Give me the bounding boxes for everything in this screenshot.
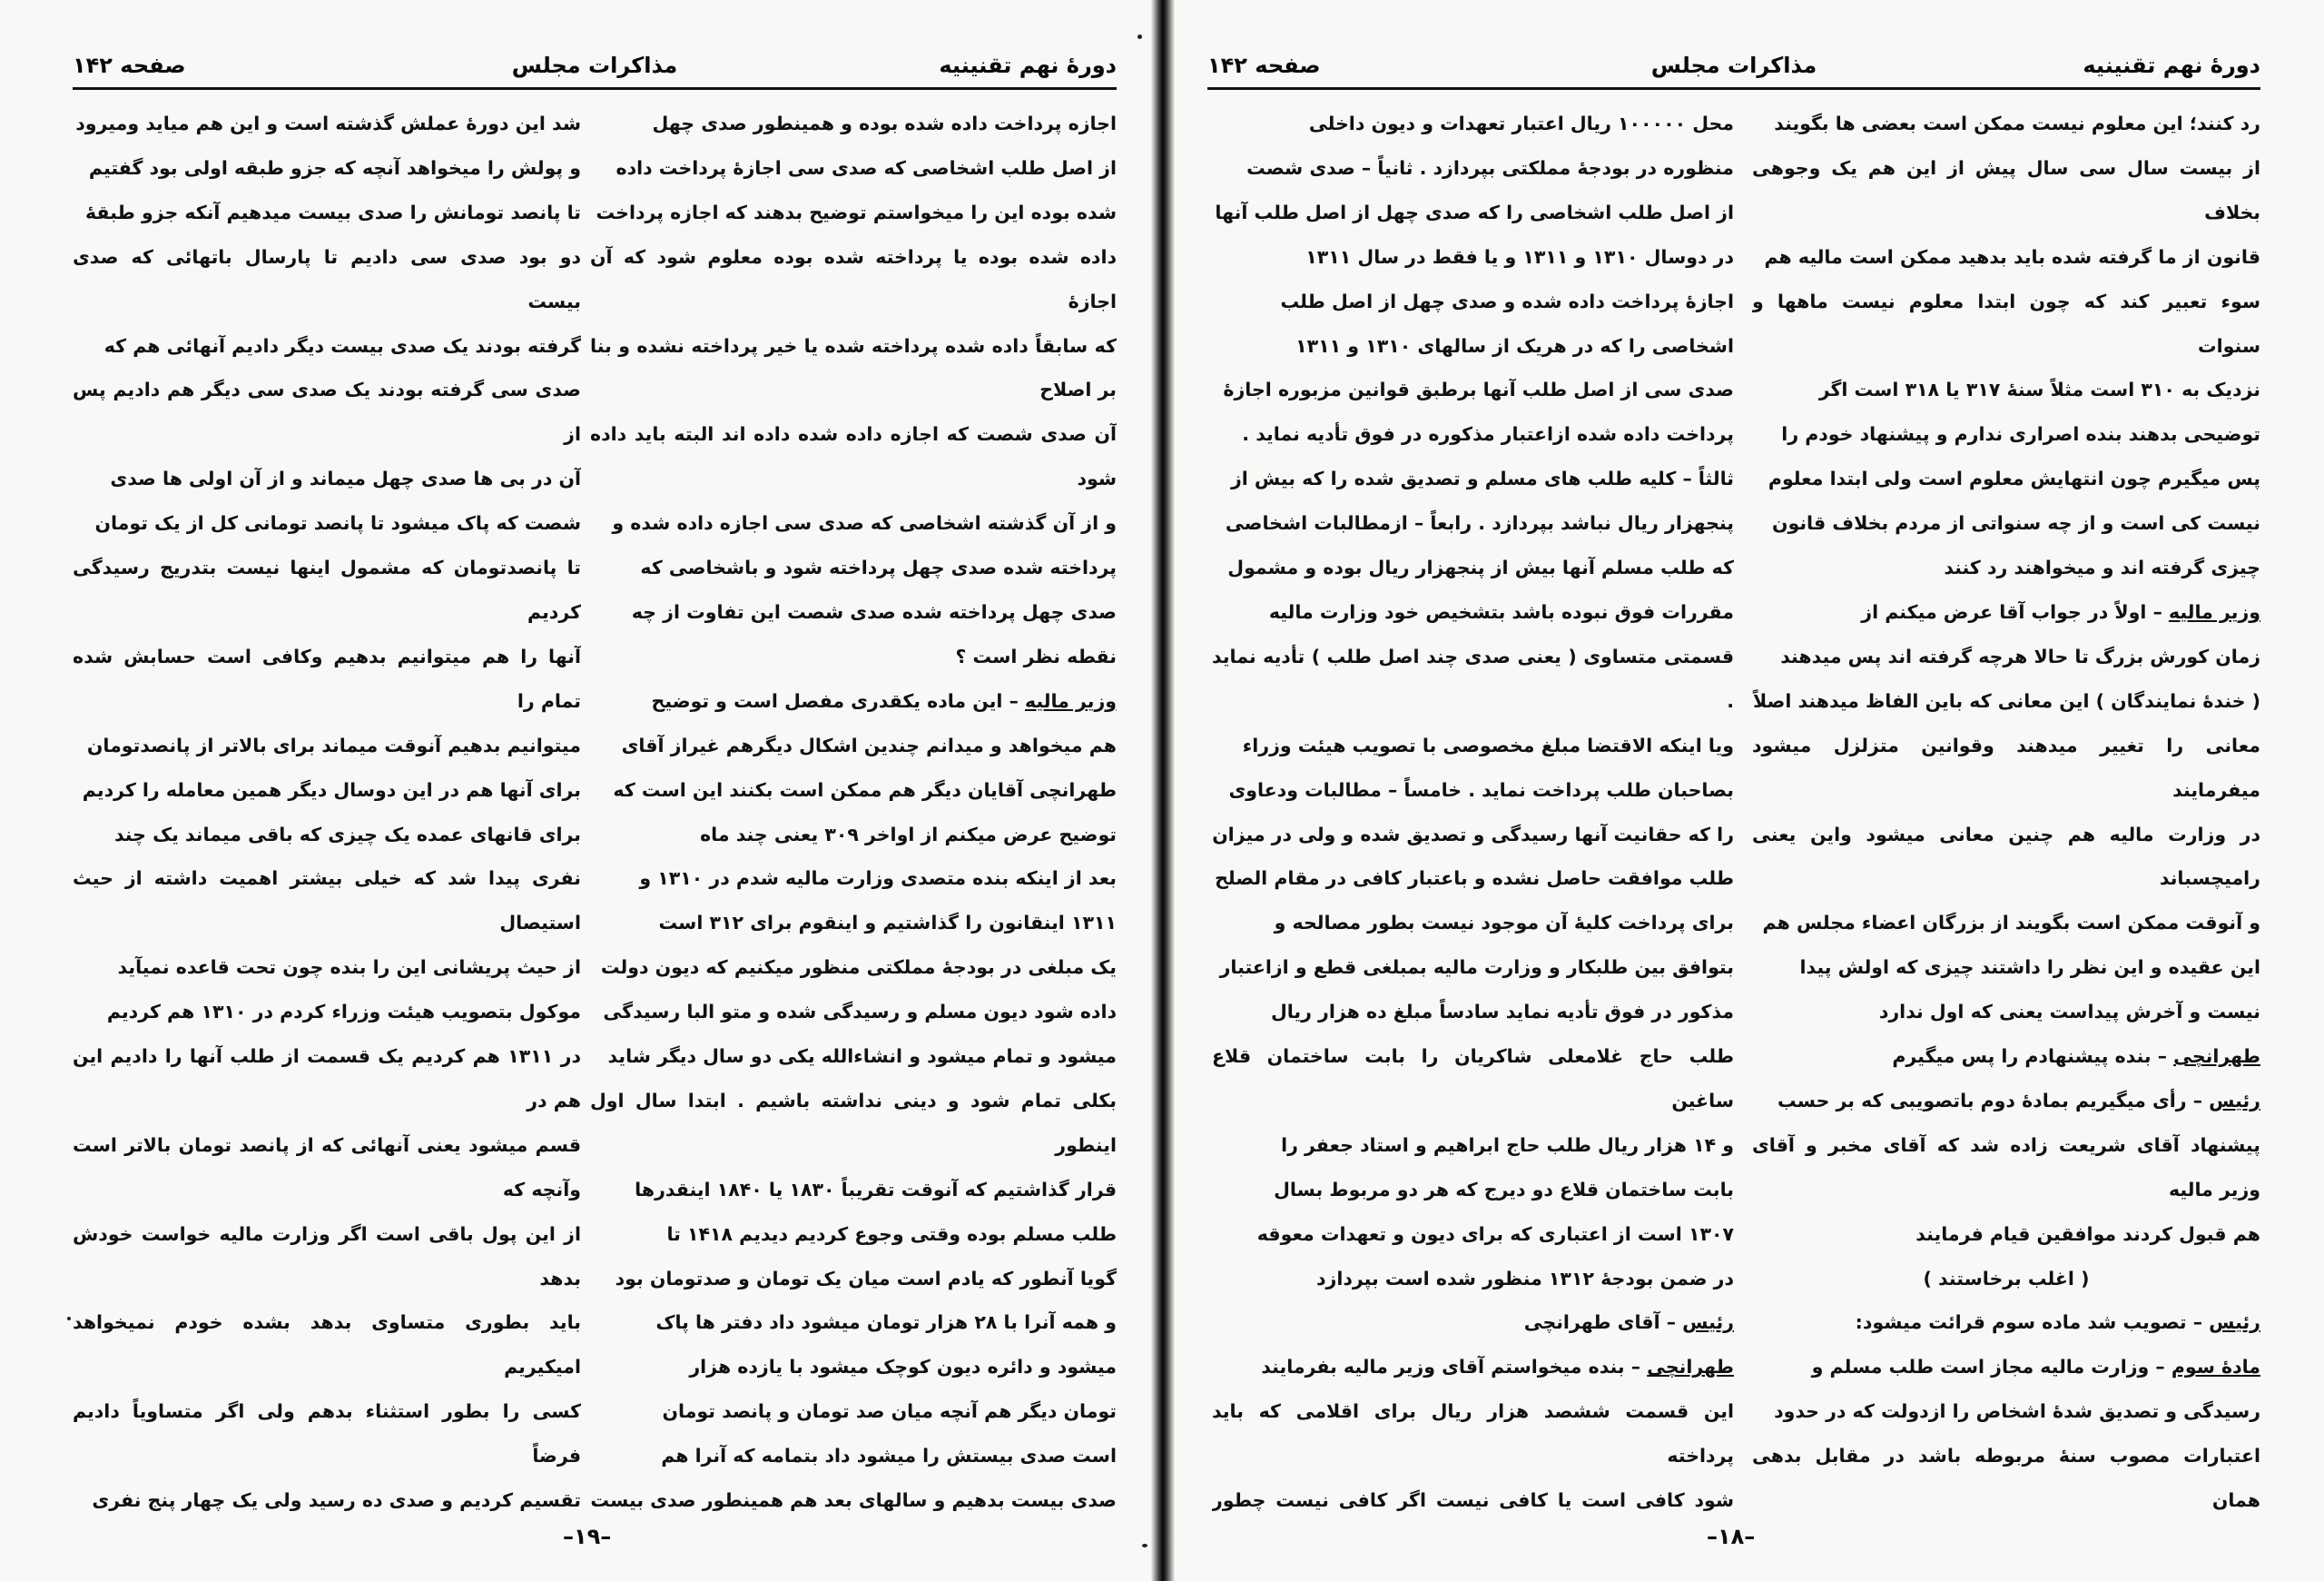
text-line: و پولش را میخواهد آنچه که جزو طبقه اولی بود گفتیم [88,156,581,179]
text-line: پرداخته شده صدی چهل پرداخته شود و باشخاصی که [640,557,1117,579]
text-line: رئیس – رأی میگیریم بمادهٔ دوم باتصویبی که بر حسب [1777,1089,2260,1112]
right-header-session: دورهٔ نهم تقنینیه [2083,53,2260,78]
left-header-page-label: صفحه ۱۴۲ [73,53,186,78]
text-line: ۱۳۰۷ است از اعتباری که برای دیون و تعهدات معوقه [1256,1222,1734,1245]
text-line: بکلی تمام شود و دینی نداشته باشیم . ابتدا سال اول اینطور [590,1089,1117,1156]
text-line: توضیحی بدهند بنده اصراری ندارم و پیشنهاد خودم را [1781,423,2260,446]
speaker-name: رئیس [1682,1311,1734,1334]
text-line: قسمتی متساوی ( یعنی صدی چند اصل طلب ) تأدیه نماید . [1212,645,1734,712]
text-line: میتوانیم بدهیم آنوقت میماند برای بالاتر از پانصدتومان [86,734,581,756]
text-line: که سابقاً داده شده پرداخته شده یا خیر پرداخته نشده و بنا بر اصلاح [590,334,1117,401]
text-line: بابت ساختمان قلاع دو دیرج که هر دو مربوط بسال [1274,1178,1734,1201]
speaker-name: رئیس [2209,1089,2260,1112]
text-line: ( خندهٔ نمایندگان ) این معانی که باین الفاظ میدهند اصلاً [1752,689,2260,712]
text-line: صدی سی از اصل طلب آنها برطبق قوانین مزبوره اجازهٔ [1223,379,1734,401]
scan-speck [67,1317,71,1320]
text-line: بصاحبان طلب پرداخت نماید . خامساً – مطالبات ودعاوی [1228,778,1734,801]
text-line: معانی را تغییر میدهند وقوانین متزلزل میشود میفرمایند [1752,734,2260,801]
text-line: آن صدی شصت که اجازه داده شده داده اند البته باید داده شود [590,423,1117,490]
text-line: این عقیده و این نظر را داشتند چیزی که اولش پیدا [1799,956,2260,979]
text-line: و از آن گذشته اشخاصی که صدی سی اجازه داده شده و [612,512,1117,535]
right-header-rule [1207,87,2260,90]
text-line: کسی را بطور استثناء بدهم ولی اگر متساویاً دادیم فرضاً [73,1400,581,1467]
text-line: رئیس – تصویب شد ماده سوم قرائت میشود: [1855,1311,2260,1334]
text-line: رد کنند؛ این معلوم نیست ممکن است بعضی ها بگویند [1774,113,2260,134]
text-line: پنجهزار ریال نباشد بپردازد . رابعاً – ازمطالبات اشخاصی [1225,512,1734,535]
text-line: بتوافق بین طلبکار و وزارت مالیه بمبلغی قطع و ازاعتبار [1219,956,1734,979]
text-line: اجازه پرداخت داده شده بوده و همینطور صدی چهل [652,113,1117,134]
speaker-name: مادهٔ سوم [2171,1356,2260,1378]
text-line: تا پانصد تومانش را صدی بیست میدهیم آنکه جزو طبقهٔ [84,201,581,223]
text-line: طهرانچی – بنده پیشنهادم را پس میگیرم [1892,1045,2260,1068]
text-line: نزدیک به ۳۱۰ است مثلاً سنهٔ ۳۱۷ یا ۳۱۸ است اگر [1818,379,2260,401]
right-page-left-column [1212,102,1734,1518]
text-line: هم میخواهد و میدانم چندین اشکال دیگرهم غیراز آقای [621,734,1117,756]
text-line: برای پرداخت کلیهٔ آن موجود نیست بطور مصالحه و [1274,912,1734,934]
text-line: از اصل طلب اشخاصی را که صدی چهل از اصل طلب آنها [1215,201,1734,223]
text-line: شود کافی است یا کافی نیست اگر کافی نیست چطور [1212,1489,1734,1512]
text-line: بعد از اینکه بنده متصدی وزارت مالیه شدم در ۱۳۱۰ و [639,867,1117,890]
right-header-title: مذاکرات مجلس [1650,53,1817,78]
text-line: از اصل طلب اشخاصی که صدی سی اجازهٔ پرداخت داده [615,156,1117,179]
text-line: نیست کی است و از چه سنواتی از مردم بخلاف قانون [1771,512,2260,535]
text-line: در وزارت مالیه هم چنین معانی میشود واین یعنی رامیچسباند [1752,823,2260,890]
text-line: شد این دورهٔ عملش گذشته است و این هم میاید وميرود [75,113,581,134]
text-line: مذکور در فوق تأدیه نماید سادساً مبلغ ده هزار ریال [1270,1001,1734,1023]
text-line: یک مبلغی در بودجهٔ مملکتی منظور میکنیم که دیون دولت [600,956,1117,979]
text-line: رسیدگی و تصدیق شدهٔ اشخاص را ازدولت که در حدود [1774,1400,2260,1423]
text-line: گویا آنطور که یادم است میان یک تومان و صدتومان بود [615,1267,1117,1290]
text-line: رئیس – آقای طهرانچی [1523,1311,1734,1334]
text-line: ویا اینکه الاقتضا مبلغ مخصوصی با تصویب هیئت وزراء [1242,734,1734,756]
text-line: و آنوقت ممکن است بگویند از بزرگان اعضاء مجلس هم [1762,912,2260,934]
text-line: مقررات فوق نبوده باشد بتشخیص خود وزارت مالیه [1268,600,1734,623]
text-line: نقطه نظر است ؟ [955,645,1117,667]
text-line: پرداخت داده شده ازاعتبار مذکوره در فوق تأدیه نماید . [1242,423,1734,446]
text-line: آنها را هم میتوانیم بدهیم وکافی است حسابش شده تمام را [73,645,581,712]
text-line: وزیر مالیه – این ماده یکقدری مفصل است و توضیح [651,689,1117,712]
text-line: آن در بی ها صدی چهل میماند و از آن اولی ها صدی [110,468,581,490]
left-header-rule [73,87,1117,90]
text-line: و همه آنرا با ۲۸ هزار تومان میشود داد دفتر ها پاک [655,1311,1117,1334]
text-line: اعتبارات مصوب سنهٔ مربوطه باشد در مقابل بدهی همان [1752,1445,2260,1512]
speaker-name: وزیر مالیه [1024,689,1117,712]
text-line: قانون از ما گرفته شده باید بدهید ممکن است مالیه هم [1764,245,2260,268]
text-line: اجازهٔ پرداخت داده شده و صدی چهل از اصل طلب [1280,290,1734,312]
left-page [0,0,1153,1581]
text-line: در ضمن بودجهٔ ۱۳۱۲ منظور شده است بپردازد [1316,1267,1734,1290]
text-line: است صدی بیستش را میشود داد بتمامه که آنرا هم [661,1445,1117,1467]
text-line: تا پانصدتومان که مشمول اینها نیست بتدریج رسیدگی کردیم [73,557,581,623]
text-line: پیشنهاد آقای شریعت زاده شد که آقای مخبر و آقای وزیر مالیه [1752,1133,2260,1201]
text-line: در دوسال ۱۳۱۰ و ۱۳۱۱ و یا فقط در سال ۱۳۱۱ [1305,245,1734,268]
left-header-title: مذاکرات مجلس [511,53,678,78]
text-line: تومان دیگر هم آنچه میان صد تومان و پانصد تومان [662,1400,1117,1423]
left-page-number: –۱۹– [563,1524,612,1549]
text-line: سوء تعبیر کند که چون ابتدا معلوم نیست ماهها و سنوات [1752,290,2260,357]
text-line: از این پول باقی است اگر وزارت مالیه خواست خودش بدهد [73,1222,581,1290]
text-line: ۱۳۱۱ اینقانون را گذاشتیم و اینقوم برای ۳۱۲ است [658,912,1117,934]
text-line: شصت که پاک میشود تا پانصد تومانی کل از یک تومان [94,512,581,535]
right-page-header [1207,53,2260,89]
text-line: مادهٔ سوم – وزارت مالیه مجاز است طلب مسلم و [1811,1356,2260,1378]
text-line: در ۱۳۱۱ هم کردیم یک قسمت از طلب آنها را دادیم این هم در [73,1045,581,1112]
text-line: محل ۱۰۰۰۰۰ ریال اعتبار تعهدات و دیون داخلی [1308,113,1734,134]
text-line: موکول بتصویب هیئت وزراء کردم در ۱۳۱۰ هم کردیم [106,1001,581,1023]
right-header-page-label: صفحه ۱۴۲ [1207,53,1321,78]
text-line: قرار گذاشتیم که آنوقت تقریباً ۱۸۳۰ یا ۱۸۴۰ اینقدرها [635,1178,1117,1201]
text-line: پس میگیرم چون انتهایش معلوم است ولی ابتدا معلوم [1768,468,2260,490]
text-line: را که حقانیت آنها رسیدگی و تصدیق شده و ولی در میزان [1212,823,1734,845]
left-page-header [73,53,1117,89]
text-line: اشخاصی را که در هریک از سالهای ۱۳۱۰ و ۱۳۱۱ [1295,334,1734,357]
right-page-number: –۱۸– [1707,1524,1756,1549]
text-line: ( اغلب برخاستند ) [1923,1267,2090,1290]
text-line: برای آنها هم در این دوسال دیگر همین معامله را کردیم [82,778,581,801]
text-line: چیزی گرفته اند و میخواهند رد کنند [1944,557,2260,579]
text-line: تقسیم کردیم و صدی ده رسید ولی یک چهار پنج نفری [92,1489,581,1512]
text-line: صدی چهل پرداخته شده صدی شصت این تفاوت از چه [631,600,1117,623]
text-line: از بیست سال سی سال پیش از این هم یک وجوهی بخلاف [1752,156,2260,223]
right-page-right-column [1752,102,2260,1518]
speaker-name: طهرانچی [1647,1356,1734,1378]
text-line: که طلب مسلم آنها بیش از پنجهزار ریال بوده و مشمول [1227,557,1734,579]
text-line: زمان کورش بزرگ تا حالا هرچه گرفته اند پس میدهند [1780,645,2260,667]
text-line: منظوره در بودجهٔ مملکتی بپردازد . ثانیاً – صدی شصت [1246,156,1734,179]
right-page [1171,0,2324,1581]
text-line: این قسمت ششصد هزار ریال برای اقلامی که باید پرداخته [1212,1400,1734,1467]
text-line: هم قبول کردند موافقین قیام فرمایند [1915,1222,2260,1245]
text-line: گرفته بودند یک صدی بیست دیگر دادیم آنهائی هم که [103,334,581,357]
left-page-right-column [590,102,1117,1518]
text-line: باید بطوری متساوی بدهد بشده خودم نمیخواهد امیکیریم [73,1311,581,1378]
left-header-session: دورهٔ نهم تقنینیه [939,53,1117,78]
speaker-name: رئیس [2209,1311,2260,1334]
text-line: میشود و تمام میشود و انشاءالله یکی دو سال دیگر شاید [607,1045,1117,1068]
text-line: نفری پیدا شد که خیلی بیشتر اهمیت داشته از حیث استیصال [73,867,581,934]
text-line: و ۱۴ هزار ریال طلب حاج ابراهیم و استاد جعفر را [1281,1133,1734,1156]
scan-speck [1142,1544,1147,1547]
speaker-name: وزیر مالیه [2168,600,2260,623]
text-line: طلب مسلم بوده وقتی وجوع کردیم دیدیم ۱۴۱۸ تا [666,1222,1117,1245]
text-line: صدی بیست بدهیم و سالهای بعد هم همینطور صدی بیست [590,1489,1117,1512]
text-line: برای قانهای عمده یک چیزی که باقی میماند یک چند [113,823,581,845]
text-line: دو بود صدی سی دادیم تا پارسال باتهائی که صدی بیست [73,245,581,312]
left-page-left-column [73,102,581,1518]
text-line: طلب حاج غلامعلی شاکریان را بابت ساختمان قلاع ساغین [1212,1045,1734,1112]
text-line: از حیث پریشانی این را بنده چون تحت قاعده نمیآید [117,956,581,979]
text-line: صدی سی گرفته بودند یک صدی سی دیگر هم دادیم پس از [73,379,581,446]
text-line: داده شده بوده یا پرداخته شده بوده معلوم شود که آن اجازهٔ [590,245,1117,312]
speaker-name: طهرانچی [2173,1045,2260,1068]
text-line: داده شود دیون مسلم و رسیدگی شده و متو البا رسیدگی [603,1001,1117,1023]
text-line: طهرانچی – بنده میخواستم آقای وزیر مالیه بفرمایند [1261,1356,1734,1378]
text-line: میشود و دائره دیون کوچک میشود با یازده هزار [689,1356,1117,1378]
text-line: قسم میشود یعنی آنهائی که از پانصد تومان بالاتر است وآنچه که [73,1133,581,1201]
text-line: نیست و آخرش پیداست یعنی که اول ندارد [1878,1001,2260,1023]
text-line: طهرانچی آقایان دیگر هم ممکن است بکنند این است که [613,778,1117,801]
text-line: توضیح عرض میکنم از اواخر ۳۰۹ یعنی چند ماه [700,823,1117,845]
scan-speck [1137,35,1142,39]
text-line: ثالثاً – کلیه طلب های مسلم و تصدیق شده را که بیش از [1230,468,1734,490]
text-line: وزیر مالیه – اولاً در جواب آقا عرض میکنم از [1861,600,2260,623]
text-line: طلب موافقت حاصل نشده و باعتبار کافی در مقام الصلح [1215,867,1734,890]
text-line: شده بوده این را میخواستم توضیح بدهند که اجازه پرداخت [596,201,1117,223]
